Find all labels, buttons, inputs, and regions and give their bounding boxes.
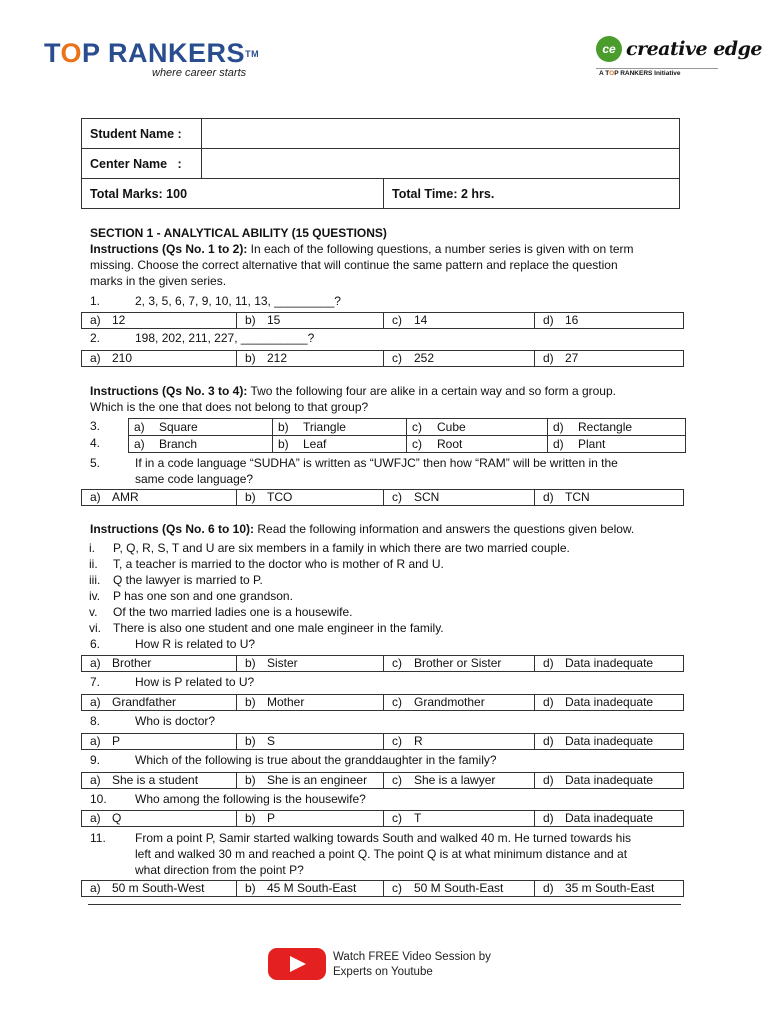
option-d[interactable]: d) 35 m South-East <box>534 881 684 896</box>
option-b[interactable]: b) TCO <box>236 490 384 505</box>
question-number: 11. <box>90 831 106 845</box>
option-b[interactable]: b) Leaf <box>272 436 407 452</box>
option-d[interactable]: d) Data inadequate <box>534 734 684 749</box>
youtube-play-icon[interactable] <box>268 948 326 980</box>
option-c[interactable]: c) She is a lawyer <box>383 773 535 788</box>
tagline: where career starts <box>152 67 247 79</box>
question-number: 3. <box>90 419 101 433</box>
instructions-1: Instructions (Qs No. 1 to 2): In each of the following questions, a number series is given with on term missing. Choose the correct alternative that will continue the same pattern and replace the question marks in the given series. <box>90 242 634 288</box>
top-rankers-logo: TOP RANKERS™ where career starts <box>44 38 260 79</box>
question-text: From a point P, Samir started walking towards South and walked 40 m. He turned towards his left and walked 30 m and reached a point Q. The point Q is at what minimum distance and at what direction from the point P? <box>135 831 632 877</box>
options-row-q2 <box>81 350 684 367</box>
option-d[interactable]: d) Data inadequate <box>534 773 684 788</box>
option-c[interactable]: c) 252 <box>383 351 535 366</box>
question-number: 8. <box>90 714 101 728</box>
option-c[interactable]: c) Cube <box>406 419 548 435</box>
point-number: v. <box>89 605 98 619</box>
option-c[interactable]: c) 50 M South-East <box>383 881 535 896</box>
option-a[interactable]: a) 12 <box>90 313 126 327</box>
option-b[interactable]: b) Mother <box>236 695 384 710</box>
option-a[interactable]: a) Q <box>90 811 122 825</box>
point-text: P, Q, R, S, T and U are six members in a family in which there are two married couple. <box>113 541 570 555</box>
option-d[interactable]: d) TCN <box>534 490 684 505</box>
option-a[interactable]: a) Brother <box>90 656 152 670</box>
question-number: 1. <box>90 294 101 308</box>
instructions-3: Instructions (Qs No. 6 to 10): Read the following information and answers the questions given below. <box>90 522 635 536</box>
student-info-table <box>81 118 680 209</box>
options-row-q4 <box>128 435 686 453</box>
student-name-field[interactable] <box>202 119 680 149</box>
total-time: Total Time: 2 hrs. <box>384 179 680 209</box>
option-b[interactable]: b) She is an engineer <box>236 773 384 788</box>
option-b[interactable]: b) Sister <box>236 656 384 671</box>
question-number: 6. <box>90 637 101 651</box>
point-number: iv. <box>89 589 101 603</box>
option-a[interactable]: a) 50 m South-West <box>90 881 205 895</box>
question-text: How is P related to U? <box>135 675 255 689</box>
option-c[interactable]: c) Brother or Sister <box>383 656 535 671</box>
question-text: 2, 3, 5, 6, 7, 9, 10, 11, 13, _________? <box>135 294 341 308</box>
option-d[interactable]: d) Rectangle <box>547 419 686 435</box>
option-d[interactable]: d) 27 <box>534 351 684 366</box>
option-a[interactable]: a) Branch <box>134 437 198 451</box>
options-row-q6 <box>81 655 684 672</box>
question-text: Which of the following is true about the granddaughter in the family? <box>135 753 497 767</box>
point-number: i. <box>89 541 95 555</box>
option-d[interactable]: d) Data inadequate <box>534 656 684 671</box>
options-row-q5 <box>81 489 684 506</box>
point-text: P has one son and one grandson. <box>113 589 293 603</box>
option-d[interactable]: d) 16 <box>534 313 684 328</box>
option-a[interactable]: a) AMR <box>90 490 139 504</box>
option-a[interactable]: a) 210 <box>90 351 133 365</box>
point-text: T, a teacher is married to the doctor who is mother of R and U. <box>113 557 444 571</box>
option-c[interactable]: c) 14 <box>383 313 535 328</box>
point-text: There is also one student and one male engineer in the family. <box>113 621 444 635</box>
point-text: Of the two married ladies one is a housewife. <box>113 605 353 619</box>
total-marks: Total Marks: 100 <box>82 179 384 209</box>
option-b[interactable]: b) 45 M South-East <box>236 881 384 896</box>
instructions-2: Instructions (Qs No. 3 to 4): Two the following four are alike in a certain way and so form a group. Which is the one that does not belong to that group? <box>90 384 616 414</box>
question-text: If in a code language “SUDHA” is written as “UWFJC” then how “RAM” will be written in the same code language? <box>135 456 618 486</box>
option-c[interactable]: c) SCN <box>383 490 535 505</box>
ce-badge-icon: ce <box>596 36 622 62</box>
option-d[interactable]: d) Plant <box>547 436 686 452</box>
question-number: 9. <box>90 753 101 767</box>
options-row-q8 <box>81 733 684 750</box>
question-text: 198, 202, 211, 227, __________? <box>135 331 315 345</box>
option-c[interactable]: c) T <box>383 811 535 826</box>
section-title: SECTION 1 - ANALYTICAL ABILITY (15 QUESTIONS) <box>90 226 387 240</box>
question-number: 4. <box>90 436 101 450</box>
options-row-q1 <box>81 312 684 329</box>
youtube-promo-text[interactable]: Watch FREE Video Session by Experts on Youtube <box>333 951 491 978</box>
option-d[interactable]: d) Data inadequate <box>534 811 684 826</box>
option-b[interactable]: b) 212 <box>236 351 384 366</box>
point-number: ii. <box>89 557 98 571</box>
option-c[interactable]: c) R <box>383 734 535 749</box>
options-row-q9 <box>81 772 684 789</box>
option-b[interactable]: b) S <box>236 734 384 749</box>
option-c[interactable]: c) Root <box>406 436 548 452</box>
point-text: Q the lawyer is married to P. <box>113 573 263 587</box>
question-number: 2. <box>90 331 101 345</box>
question-text: Who is doctor? <box>135 714 216 728</box>
options-row-q3 <box>128 418 686 436</box>
student-name-label: Student Name : <box>82 119 202 149</box>
option-a[interactable]: a) Grandfather <box>90 695 177 709</box>
center-name-field[interactable] <box>202 149 680 179</box>
option-b[interactable]: b) Triangle <box>272 419 407 435</box>
footer-divider <box>88 904 681 905</box>
option-d[interactable]: d) Data inadequate <box>534 695 684 710</box>
question-number: 10. <box>90 792 107 806</box>
option-b[interactable]: b) P <box>236 811 384 826</box>
question-number: 7. <box>90 675 101 689</box>
options-row-q10 <box>81 810 684 827</box>
question-text: How R is related to U? <box>135 637 256 651</box>
options-row-q7 <box>81 694 684 711</box>
option-b[interactable]: b) 15 <box>236 313 384 328</box>
point-number: iii. <box>89 573 101 587</box>
option-c[interactable]: c) Grandmother <box>383 695 535 710</box>
options-row-q11 <box>81 880 684 897</box>
option-a[interactable]: a) P <box>90 734 121 748</box>
question-number: 5. <box>90 456 101 470</box>
center-name-label: Center Name : <box>82 149 202 179</box>
question-text: Who among the following is the housewife? <box>135 792 366 806</box>
point-number: vi. <box>89 621 101 635</box>
option-a[interactable]: a) She is a student <box>90 773 199 787</box>
option-a[interactable]: a) Square <box>134 420 198 434</box>
